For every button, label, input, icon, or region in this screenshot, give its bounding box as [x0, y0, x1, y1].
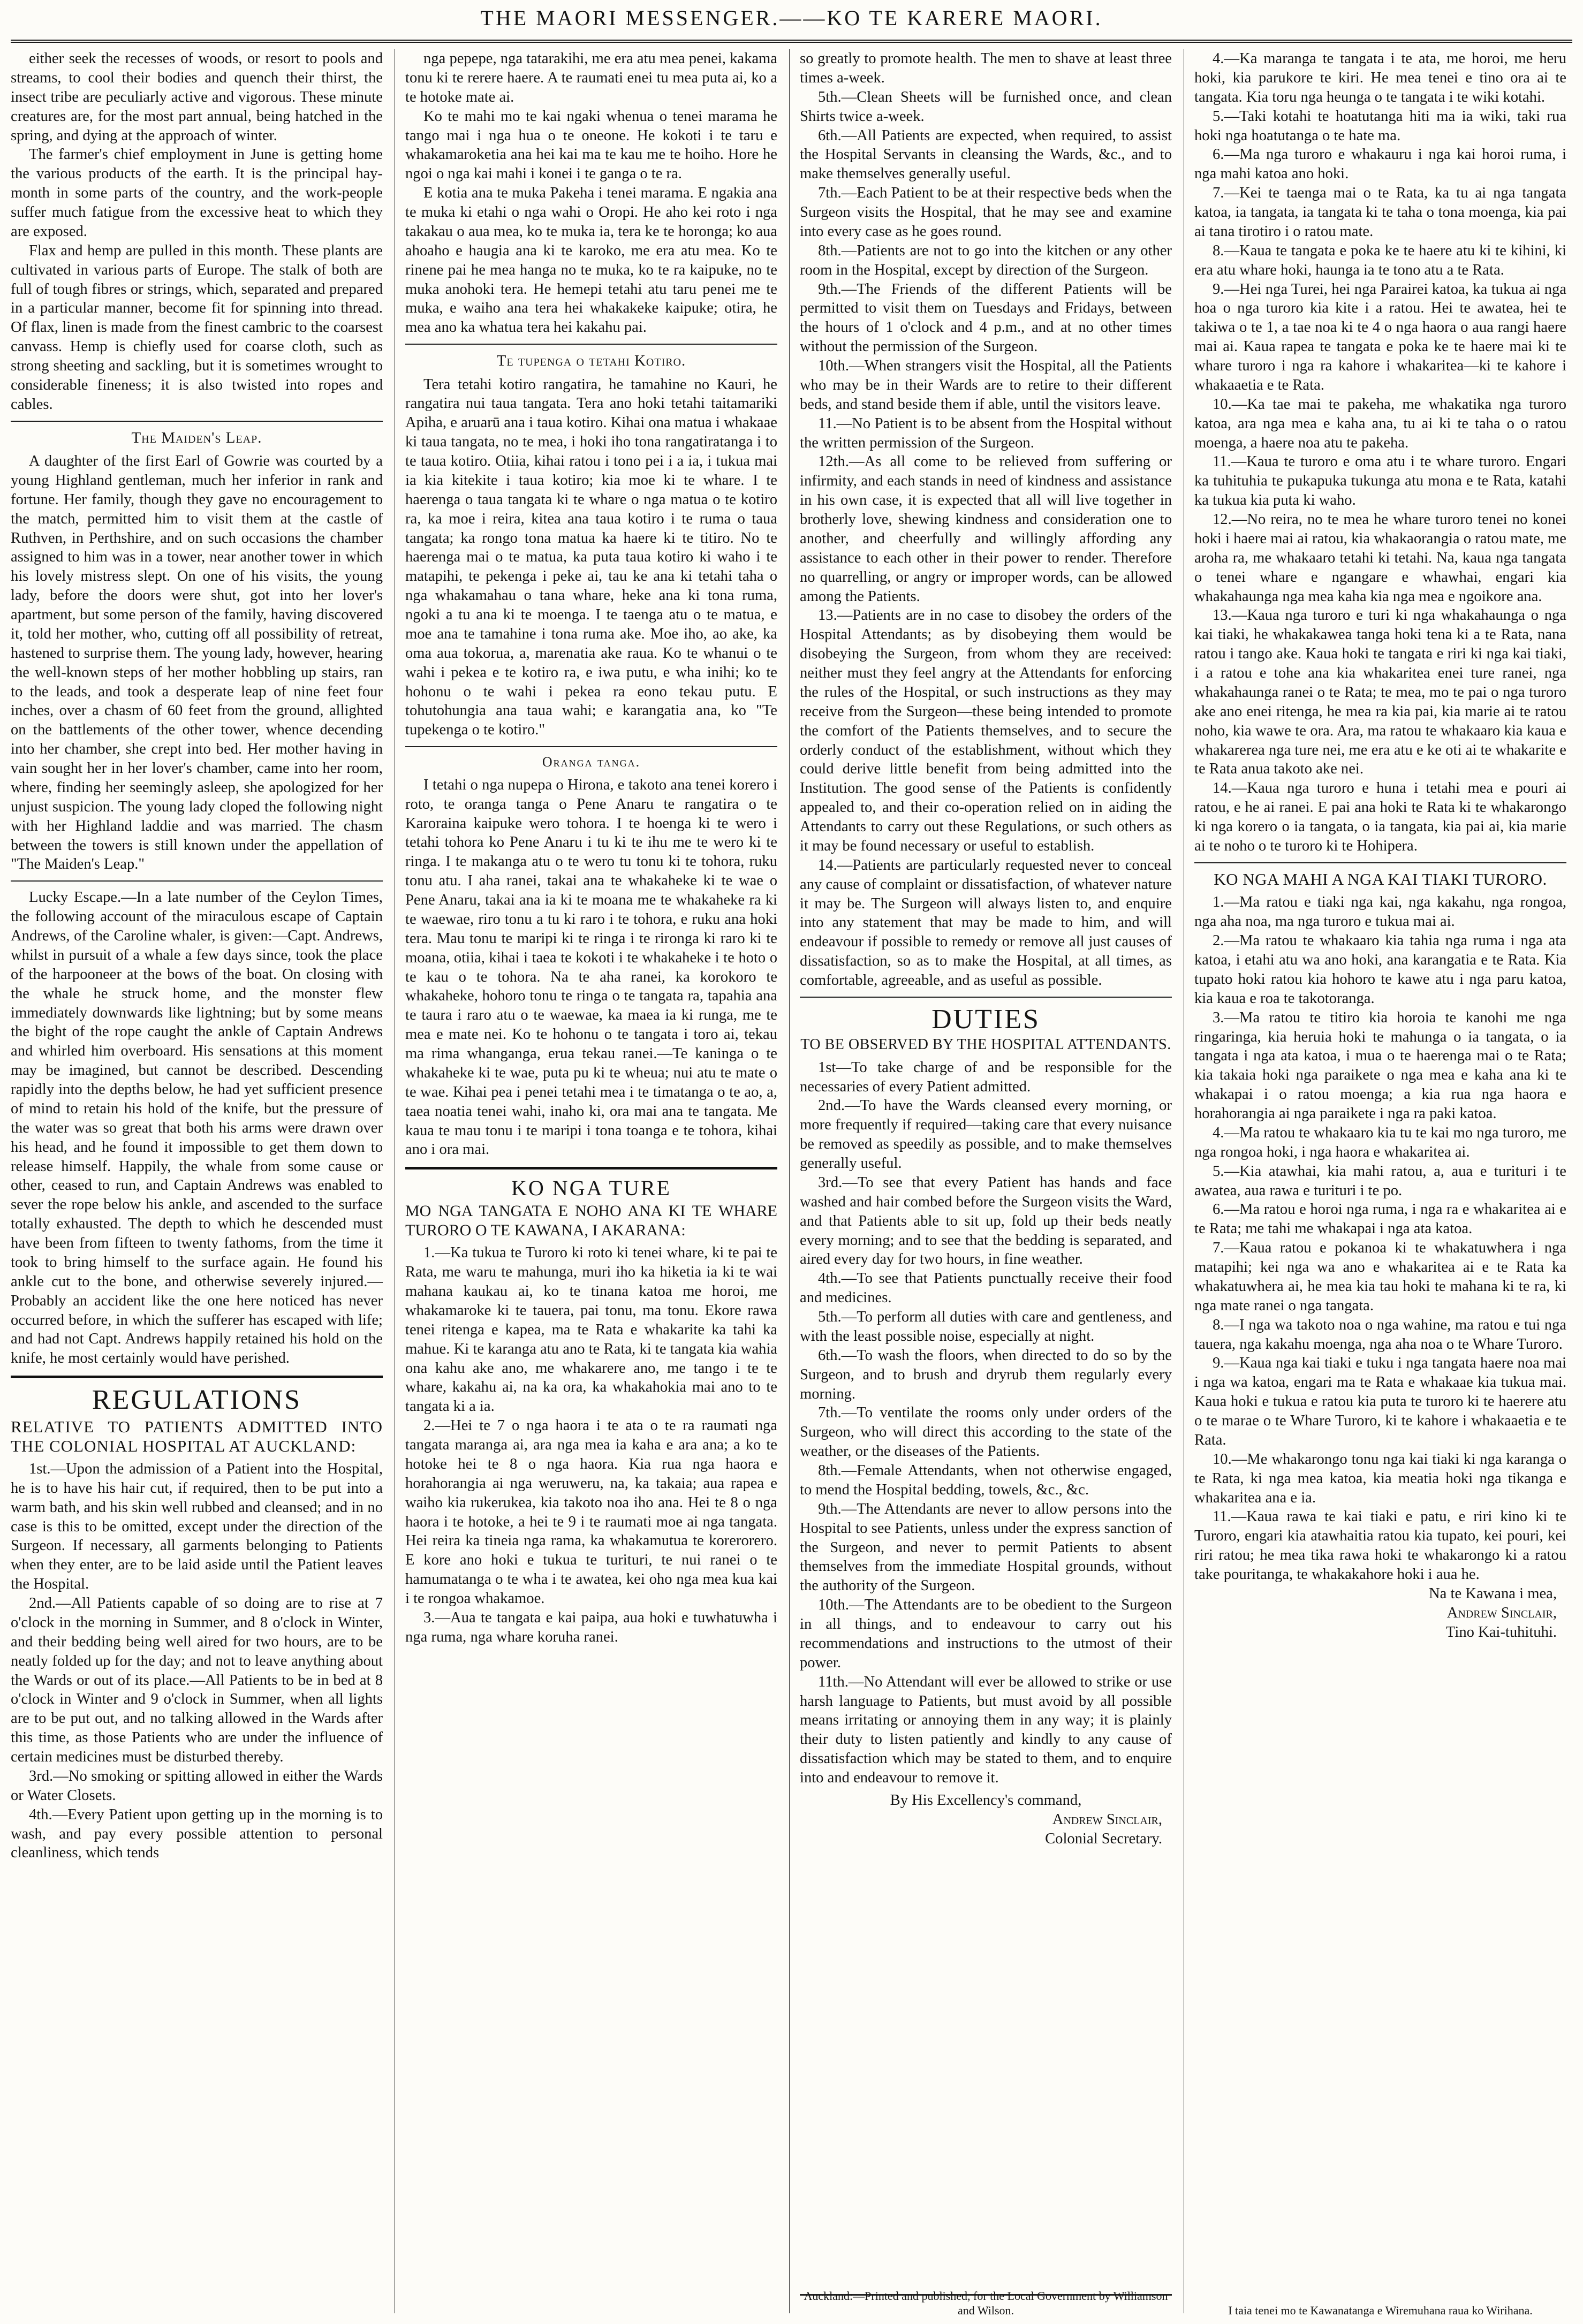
mahi-title: KO NGA MAHI A NGA KAI TIAKI TURORO. [1214, 869, 1547, 888]
section-rule [405, 344, 777, 345]
duty-item: 9th.—The Attendants are never to allow persons into the Hospital to see Patients, unless under the express sanction of the Surgeon, and never to permit Patients to absent themselves from the immediate Hospital grounds, without the authority of the Surgeon. [800, 1500, 1172, 1594]
ture-lead: MO NGA TANGATA E NOHO ANA KI TE WHARE TURORO O TE KAWANA, I AKARANA: [405, 1202, 777, 1240]
regulation-item: 4th.—Every Patient upon getting up in the morning is to wash, and pay every possible attention to personal cleanliness, which tends [11, 1806, 383, 1862]
mahi-item: 10.—Me whakarongo tonu nga kai tiaki ki nga karanga o te Rata, ki nga mea katoa, kia meatia hoki nga tikanga e whakaritea ana e ia. [1194, 1450, 1566, 1506]
ture-item: 2.—Hei te 7 o nga haora i te ata o te ra raumati nga tangata maranga ai, ara nga mea ia kaha e ara ana; a ko te hotoke hei te 8 o nga haora. Kia rua nga haora e horahorangia ai nga weruweru, na, ka takaia; aua rapea e waiho kia rukerukea, kia takoto noa iho ana. Hei te 8 o nga haora i te hotoke, a hei te 9 i te raumati moe ai nga tangata. Hei reira ka tineia nga rama, ka whakamutua te korerorero. E kore ano hoki e tukua te turituri, te nui ranei o te hamumatanga o te wha i te awatea, kei oho nga mea kua kai i te rongoa whakamoe. [405, 1417, 777, 1607]
regulation-item: 2nd.—All Patients capable of so doing are to rise at 7 o'clock in the morning in Summer, and 8 o'clock in Winter, and their bedding being well aired for two hours, are to be neatly folded up for the day; and not to leave anything about the Wards or out of its place.—All Patients to be in bed at 8 o'clock in Winter and 9 o'clock in Summer, when all lights are to be put out, and no talking allowed in the Wards after this time, as those Patients who are under the influence of certain medicines must be disturbed thereby. [11, 1595, 383, 1766]
ture-item: 12.—No reira, no te mea he whare turoro tenei no konei hoki i haere mai ai ratou, kia whakaorangia o ratou mate, me aroha ra, me whakaaro tetahi ki tetahi. Na, kaua nga tangata o tenei whare e ngangare e whawhai, engari kia whakahaunga nga mea kaha kia nga mea e ngoikore ana. [1194, 511, 1566, 605]
imprint-english: Auckland:—Printed and published, for the Local Government by Williamson and Wilson. [804, 2289, 1168, 2317]
duty-item: 11th.—No Attendant will ever be allowed to strike or use harsh language to Patients, but must avoid by all possible means irritating or annoying them in any way; it is plainly their duty to listen patiently and kindly to any cause of dissatisfaction which may be stated to them, and to enquire into and endeavour to remove it. [800, 1673, 1172, 1787]
regulation-item: so greatly to promote health. The men to shave at least three times a-week. [800, 50, 1172, 86]
duty-item: 6th.—To wash the floors, when directed to do so by the Surgeon, and to brush and dryrub them regularly every morning. [800, 1347, 1172, 1402]
article-paragraph: The farmer's chief employment in June is getting home the various products of the earth. It is the principal hay-month in some parts of the country, and the work-people suffer much fatigue from the excessive heat to which they are exposed. [11, 146, 383, 240]
ture-item: 1.—Ka tukua te Turoro ki roto ki tenei whare, ki te pai te Rata, me waru te mahunga, muri iho ka hiketia ia ki te wai mahana kaukau ai, ko te tinana katoa me horoi, me whakamaroke ki te tauera, pai tonu, ma tonu. Ekore rawa tenei ritenga e kapea, ma te Rata e whakarite ka tahi ka mahue. Ki te karanga atu ano te Rata, ki te tangata kia wahia ona kahu ake ano, me whakarere ano, me tango i te te whare, kakahu ai, na ka ora, ka whakahokia mai ano to te tangata ki a ia. [405, 1244, 777, 1415]
regulation-item: 1st.—Upon the admission of a Patient into the Hospital, he is to have his hair cut, if required, then to be put into a warm bath, and his skin well rubbed and cleansed; and in no case is this to be omitted, except under the direction of the Surgeon. If necessary, all garments belonging to Patients when they enter, are to be laid aside until the Patient leaves the Hospital. [11, 1460, 383, 1593]
regulation-item: 5th.—Clean Sheets will be furnished once, and clean Shirts twice a-week. [800, 88, 1172, 125]
masthead-rule [11, 40, 1572, 43]
regulation-item: 13.—Patients are in no case to disobey the orders of the Hospital Attendants; as by disobeying them would be disobeying the Surgeon, from whom they are received: neither must they feel angry at the Attendants for enforcing the rules of the Hospital, or such instructions as they may receive from the Surgeon—these being intended to promote the comfort of the Patients themselves, and to secure the orderly conduct of the establishment, without which they could derive little benefit from being admitted into the Institution. The good sense of the Patients is confidently appealed to, and their co-operation relied on in aiding the Attendants to carry out these Regulations, or such others as it may be found necessary or useful to establish. [800, 607, 1172, 854]
regulation-item: 9th.—The Friends of the different Patients will be permitted to visit them on Tuesdays and Fridays, between the hours of 1 o'clock and 4 p.m., and at no other times without the permission of the Surgeon. [800, 280, 1172, 355]
section-rule [800, 997, 1172, 998]
mahi-item: 6.—Ma ratou e horoi nga ruma, i nga ra e whakaritea ai e te Rata; me tahi me whakapai i nga ata katoa. [1194, 1201, 1566, 1237]
masthead: THE MAORI MESSENGER.——KO TE KARERE MAORI. [480, 6, 1103, 30]
tupenga-text: Tera tetahi kotiro rangatira, he tamahine no Kauri, he rangatira nui taua tangata. Tera ano hoki tetahi taitamariki Apiha, e aruarū ana i taua kotiro. Kihai ona matua i whakaae ki taua tangata, no te mea, i hoki iho tona rangatiratanga i to te taua kotiro. Otiia, kihai ratou i tono pei i a ia, i tukua mai ia kia kitekite i taua kotiro; kia moe ki te whare. I te haerenga o taua tangata ki te whare o nga matua o te kotiro ra, ka moe i reira, kitea ana taua kotiro i te ruma o taua tangata; ka rongo tona matua ka haere ki te titiro. No te haerenga mai o te matua, ka puta taua kotiro ki waho i te matapihi, te pekenga i peke ai, tau ke ana ki tetahi taha o nga whakamahau o tana whare, heke ana ki tona ruma, ngoki a tu ana ki te moenga. I te taenga atu o te matua, e moe ana te tamahine i tona ruma ake. Moe iho, ao ake, ka oma aua tokorua, a, marenatia ake raua. Ko te whanui o te wahi i pekea e te kotiro ra, e iwa putu, e wha inihi; ko te hohonu o te wahi i pekea ra eono tekau putu. E tohutohungia ana taua wahi; e karangatia ana, ko "Te tupekenga o te kotiro." [405, 376, 777, 739]
regulation-item: 10th.—When strangers visit the Hospital, all the Patients who may be in their Wards are to retire to their different beds, and stand beside them if able, until the visitors leave. [800, 358, 1172, 413]
duty-item: 2nd.—To have the Wards cleansed every morning, or more frequently if required—taking care that every nuisance be removed as speedily as possible, and to make themselves generally useful. [800, 1097, 1172, 1172]
duty-item: 7th.—To ventilate the rooms only under orders of the Surgeon, who will direct this according to the state of the weather, or the diseases of the Patients. [800, 1404, 1172, 1460]
maiden-leap-title: The Maiden's Leap. [131, 429, 262, 446]
ture-item: 9.—Hei nga Turei, hei nga Parairei katoa, ka tukua ai nga hoa o nga turoro kia kite i a ratou. Hei te awatea, hei te takiwa o te 1, a tae noa ki te 4 o nga haora o aua rangi haere mai ai. Kaua rapea te tangata e poka ke te haere mai ki te whare turoro i nga ra kahore i whakaritea—ki te kahore i whakaaetia e te Rata. [1194, 280, 1566, 393]
column-3 [800, 49, 1172, 2307]
duty-item: 10th.—The Attendants are to be obedient to the Surgeon in all things, and to endeavour to carry out his recommendations and instructions to the utmost of their power. [800, 1597, 1172, 1671]
tupenga-title: Te tupenga o tetahi Kotiro. [496, 352, 686, 370]
mahi-item: 9.—Kaua nga kai tiaki e tuku i nga tangata haere noa mai i nga wa katoa, engari ma te Rata e whakaae kia tukua mai. Kaua hoki e tukua e ratou kia puta te turoro ki te haerere atu o te marae o te Whare Turoro, ki te kahore i whakaaetia e te Rata. [1194, 1355, 1566, 1448]
mahi-item: 5.—Kia atawhai, kia mahi ratou, a, aua e turituri i te awatea, aua rawa e turituri i te po. [1194, 1163, 1566, 1199]
section-rule [1194, 862, 1566, 863]
command-line: By His Excellency's command, [890, 1791, 1082, 1809]
duties-subtitle: TO BE OBSERVED BY THE HOSPITAL ATTENDANTS. [800, 1036, 1171, 1053]
oranga-text: I tetahi o nga nupepa o Hirona, e takoto ana tenei korero i roto, te oranga tanga o Pene Anaru te rangatira o te Karoraina kaipuke wero tohora. I te hoenga ki te wero i tetahi tohora ko Pene Anaru i tu ki te ihu me te wero ki te ringa. I te makanga atu o te wero tu tonu ki te tohora, ruku tonu atu. I aha ranei, takai ana te whakaheke ki te wae o Pene Anaru, takai ana ia ki te moana me te whakaheke ra ki te waewae, riro tonu a tu ki raro i te tohora, e ruku ana hoki tera. Mau tonu te maripi ki te ringa i te rironga ki raro ki te moana, otiia, kihai i taea te kokoti i te whakaheke i te hoto o te kau o te tohora. Na te aha ranei, ka korokoro te whakaheke, hohoro tonu te ringa o te tangata ra, tapahia ana te taura i raro atu o te waewae, ka maea ia ki runga, me te mea e mate nei. Ko te hohonu o te tangata i toro ai, tekau ma rima whanganga, erua tekau ranei.—Te kaninga o te whakaheke ki te wae, puta pu ki te wheua; nui atu te mate o te wae. Kihai pea i penei tetahi mea i te timatanga o te ao, a, taea noatia tenei wahi, inaho ki, ora mai ana te tangata. Me kaua te mau tonu i te maripi i tona toanga e te tohora, kihai ano i ora mai. [405, 776, 777, 1158]
section-rule [11, 1376, 383, 1378]
ture-item: 14.—Kaua nga turoro e huna i tetahi mea e pouri ai ratou, e he ai ranei. E pai ana hoki te Rata ki te whakarongo ki nga korero o ia tangata, o ia tangata, kia pai ai, kia marie ai te noho o te turoro ki te Hohipera. [1194, 780, 1566, 854]
ture-item: 10.—Ka tae mai te pakeha, me whakatika nga turoro katoa, ara nga mea e kaha ana, tu ai ki te taha o o ratou moenga, a haere noa atu te pakeha. [1194, 396, 1566, 451]
ture-item: 6.—Ma nga turoro e whakauru i nga kai horoi ruma, i nga mahi katoa ano hoki. [1194, 146, 1566, 183]
mahi-item: 8.—I nga wa takoto noa o nga wahine, ma ratou e tui nga tauera, nga kakahu moenga, nga aha noa o te Whare Turoro. [1194, 1316, 1566, 1353]
signature-name: Andrew Sinclair, [1052, 1811, 1162, 1828]
ture-title: KO NGA TURE [511, 1176, 671, 1201]
article-paragraph: either seek the recesses of woods, or resort to pools and streams, to cool their bodies and quench their thirst, the insect tribe are peculiarly active and vigorous. These minute creatures are, for the most part annual, being hatched in the spring, and dying at the approach of winter. [11, 50, 383, 144]
ture-item: 7.—Kei te taenga mai o te Rata, ka tu ai nga tangata katoa, ia tangata, ia tangata ki te taha o tona moenga, kia pai ai tana tirotiro i o ratou mate. [1194, 185, 1566, 240]
article-paragraph: Flax and hemp are pulled in this month. These plants are cultivated in various parts of Europe. The stalk of both are full of tough fibres or strings, which, separated and prepared in a particular manner, become fit for spinning into thread. Of flax, linen is made from the finest cambric to the coarsest canvass. Hemp is chiefly used for coarse cloth, such as strong sheeting and sackling, but it is sometimes wrought to considerable fineness; it is also twisted into ropes and cables. [11, 242, 383, 413]
regulation-item: 12th.—As all come to be relieved from suffering or infirmity, and each stands in need of kindness and assistance in his own case, it is expected that all will live together in brotherly love, shewing kindness and consideration one to another, and cheerfully and willingly affording any assistance to each other in their power to render. Therefore no quarrelling, or angry or improper words, can be allowed among the Patients. [800, 453, 1172, 605]
regulations-lead: RELATIVE TO PATIENTS ADMITTED INTO THE COLONIAL HOSPITAL AT AUCKLAND: [11, 1417, 383, 1456]
signature-title: Colonial Secretary. [1045, 1830, 1162, 1847]
column-1 [11, 49, 383, 2307]
imprint-maori: I taia tenei mo te Kawanatanga e Wiremuhana raua ko Wirihana. [1228, 2303, 1533, 2317]
column-4 [1194, 49, 1566, 2307]
article-paragraph: E kotia ana te muka Pakeha i tenei marama. E ngakia ana te muka ki etahi o nga wahi o Oropi. He aho kei roto i nga takakau o aua mea, ko te muka ia, tera ke te horonga; ko aua ahoaho e haugia ana ki te karoko, me era atu mea. Ko te rinene pai he mea hanga no te muka, ko te ra kaipuke, no te muka anohoki tera. He hemepi tetahi atu taru penei me te muka, e waiho ana tera hei whakakeke kaipuke; otira, he mea ano ka whatua tera hei kakahu pai. [405, 185, 777, 336]
duties-title: DUTIES [931, 1004, 1040, 1035]
section-rule [405, 1167, 777, 1169]
mahi-item: 2.—Ma ratou te whakaaro kia tahia nga ruma i nga ata katoa, i etahi atu wa ano hoki, ana karangatia e te Rata. Kia tupato hoki ratou kia hohoro te kawe atu i nga paru katoa, kia kaua e roa te takotoranga. [1194, 932, 1566, 1007]
ture-item: 11.—Kaua te turoro e oma atu i te whare turoro. Engari ka tuhituhia te pukapuka tukunga atu mona e te Rata, katahi ka tukua kia puta ki waho. [1194, 453, 1566, 509]
duty-item: 3rd.—To see that every Patient has hands and face washed and hair combed before the Surgeon visits the Ward, and that Patients able to sit up, fold up their beds neatly every morning; and to see that the bedding is separated, and aired every day for two hours, in fine weather. [800, 1174, 1172, 1268]
mahi-item: 7.—Kaua ratou e pokanoa ki te whakatuwhera i nga matapihi; kei nga wa ano e whakaritea ai e te Rata ka whakatuwhera ai, he mea kia tau hoki te mahana ki te ra, ki nga mate ranei o nga tangata. [1194, 1240, 1566, 1314]
oranga-title: Oranga tanga. [542, 754, 641, 770]
regulation-item: 11.—No Patient is to be absent from the Hospital without the written permission of the Surgeon. [800, 415, 1172, 451]
lucky-escape-text: Lucky Escape.—In a late number of the Ceylon Times, the following account of the miraculous escape of Captain Andrews, of the Caroline whaler, is given:—Capt. Andrews, whilst in pursuit of a whale a few days since, took the place of the harpooneer at the bows of the boat. On closing with the whale he struck home, and the monster flew immediately downwards like lightning; but by some means the bight of the rope caught the ankle of Captain Andrews and whirled him overboard. His sensations at this moment may be imagined, but cannot be described. Descending rapidly into the depths below, he had yet sufficient presence of mind to retain his hold of the knife, but the pressure of the water was so great that both his arms were drawn over his head, and he found it impossible to get them down to release himself. Happily, the whale from some cause or other, ceased to run, and Captain Andrews was enabled to sever the rope below his ankle, and ascended to the surface totally exhausted. The depth to which he descended must have been from fifteen to twenty fathoms, from the time it took to bring himself to the surface again. He found his ankle cut to the bone, and otherwise severely injured.—Probably an accident like the one here noticed has never occurred before, in which the sufferer has escaped with life; and had not Capt. Andrews happily retained his hold on the knife, he most certainly would have perished. [11, 889, 383, 1367]
article-paragraph: nga pepepe, nga tatarakihi, me era atu mea penei, kakama tonu ki te rerere haere. A te raumati enei tu mea puta ai, ko a te hotoke mate ai. [405, 50, 777, 105]
regulation-item: 6th.—All Patients are expected, when required, to assist the Hospital Servants in cleansing the Wards, &c., and to make themselves generally useful. [800, 127, 1172, 183]
regulation-item: 3rd.—No smoking or spitting allowed in either the Wards or Water Closets. [11, 1767, 383, 1804]
regulations-title: REGULATIONS [92, 1385, 302, 1416]
ture-item: 4.—Ka maranga te tangata i te ata, me horoi, me heru hoki, kia parukore te kiri. He mea tenei e tino ora ai te tangata. Kia toru nga heunga o te tangata i te wiki kotahi. [1194, 50, 1566, 105]
ture-item: 5.—Taki kotahi te hoatutanga hiti ma ia wiki, taki rua hoki nga hoatutanga o te hate ma. [1194, 108, 1566, 144]
mahi-item: 1.—Ma ratou e tiaki nga kai, nga kakahu, nga rongoa, nga aha noa, ma nga turoro e tukua mai ai. [1194, 894, 1566, 930]
section-rule [11, 880, 383, 882]
ture-item: 13.—Kaua nga turoro e turi ki nga whakahaunga o nga kai tiaki, he whakakawea tanga hoki tena ki a te Rata, nana ratou i tango ake. Kaua hoki te tangata e riri ki nga kai tiaki, i a ratou e tohe ana kia whakaritea enei ture ranei, nga whakahaunga ranei o te Rata; te mea, mo te pai o nga turoro ake ano enei ritenga, he mea ra kia pai, kia marie ai te ratou noho, kia wawe te ora. Ara, ma ratou te whakaaro kia kaua e whakarerea nga ture nei, me era atu e ke oti ai te whakarite e te Rata anua takoto ake nei. [1194, 607, 1566, 778]
ture-item: 3.—Aua te tangata e kai paipa, aua hoki e tuwhatuwha i nga ruma, nga whare koruha ranei. [405, 1609, 777, 1645]
signature-kawana: Na te Kawana i mea, [1429, 1585, 1557, 1602]
mahi-item: 3.—Ma ratou te titiro kia horoia te kanohi me nga ringaringa, kia heruia hoki te mahunga o ia tangata, o ia tangata i nga ata katoa, i mua o te haerenga mai o te Rata; kia takaia hoki nga paraikete o nga mea e kaha ana ki te whakapai i o ratou moenga; a kia rua nga haora e horahorangia ai nga paraikete i nga ra paki katoa. [1194, 1009, 1566, 1122]
column-2 [405, 49, 777, 2307]
regulation-item: 7th.—Each Patient to be at their respective beds when the Surgeon visits the Hospital, that he may see and examine into every case as he goes round. [800, 185, 1172, 240]
maiden-leap-text: A daughter of the first Earl of Gowrie was courted by a young Highland gentleman, much her inferior in rank and fortune. Her family, though they gave no encouragement to the match, permitted him to visit them at the castle of Ruthven, in Perthshire, and on such occasions the chamber assigned to him was in a tower, near another tower in which his lovely mistress slept. On one of his visits, the young lady, before the doors were shut, got into her lover's apartment, but some person of the family, having discovered it, told her mother, who, cutting off all possibility of retreat, hastened to surprise them. The young lady, however, hearing the well-known steps of her mother hobbling up stairs, ran to the leads, and took a desperate leap of nine feet four inches, over a chasm of 60 feet from the ground, allighted on the battlements of the other tower, whence decending into her chamber, she crept into bed. Her mother having in vain sought her in her lover's chamber, came into her room, where, finding her seemingly asleep, she apologized for her unjust suspicion. The young lady cloped the following night with her Highland laddie and was married. The chasm between the towers is still known under the appellation of "The Maiden's Leap." [11, 453, 383, 873]
column-divider [789, 49, 790, 2313]
signature-title: Tino Kai-tuhituhi. [1445, 1623, 1557, 1641]
regulation-item: 14.—Patients are particularly requested never to conceal any cause of complaint or dissatisfaction, of whatever nature it may be. The Surgeon will always listen to, and enquire into any statement that may be made to him, and will endeavour if possible to remedy or remove all just causes of dissatisfaction, so as to make the Hospital, at all times, as comfortable, agreeable, and as useful as possible. [800, 856, 1172, 989]
article-paragraph: Ko te mahi mo te kai ngaki whenua o tenei marama he tango mai i nga hua o te oneone. He kokoti i te taru e whakamaroketia ana hei kai ma te kau me te hoiho. Hore he ngoi o nga kai mahi i konei i te ganga o te ra. [405, 108, 777, 183]
signature-name: Andrew Sinclair, [1446, 1604, 1557, 1621]
section-rule [405, 746, 777, 747]
ture-item: 8.—Kaua te tangata e poka ke te haere atu ki te kihini, ki era atu whare hoki, haunga ia te tono atu a te Rata. [1194, 242, 1566, 278]
duty-item: 1st—To take charge of and be responsible for the necessaries of every Patient admitted. [800, 1059, 1172, 1095]
regulation-item: 8th.—Patients are not to go into the kitchen or any other room in the Hospital, except by direction of the Surgeon. [800, 242, 1172, 278]
duty-item: 4th.—To see that Patients punctually receive their food and medicines. [800, 1270, 1172, 1307]
section-rule [11, 421, 383, 422]
duty-item: 8th.—Female Attendants, when not otherwise engaged, to mend the Hospital bedding, towels, &c., &c. [800, 1462, 1172, 1498]
mahi-item: 4.—Ma ratou te whakaaro kia tu te kai mo nga turoro, me nga rongoa hoki, i nga haora e whakaritea ai. [1194, 1124, 1566, 1160]
mahi-item: 11.—Kaua rawa te kai tiaki e patu, e riri kino ki te Turoro, engari kia atawhaitia ratou kia tupato, kei pouri, kei riri ratou; he mea tika rawa hoki te whakarongo ki a ratou take pouritanga, te whakakahore hoki i aua he. [1194, 1508, 1566, 1583]
duty-item: 5th.—To perform all duties with care and gentleness, and with the least possible noise, especially at night. [800, 1309, 1172, 1345]
